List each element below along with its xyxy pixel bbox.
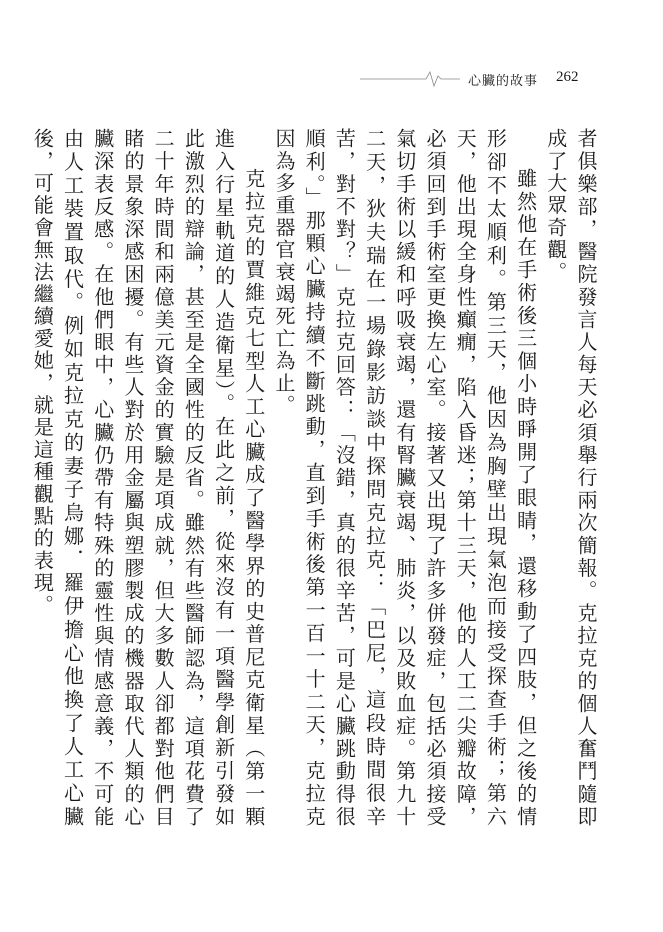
header-title: 心臟的故事 bbox=[468, 74, 539, 89]
paragraph-1: 者俱樂部，醫院發言人每天必須舉行兩次簡報。克拉克的個人奮鬥隨即成了大眾奇觀。 bbox=[543, 128, 598, 828]
vertical-text-body bbox=[30, 128, 601, 828]
heartbeat-line-icon bbox=[360, 68, 460, 88]
running-header bbox=[360, 68, 610, 88]
page-number: 262 bbox=[556, 69, 579, 85]
paragraph-3: 克拉克的賈維克七型人工心臟成了醫學界的史普尼克衛星（第一顆進入行星軌道的人造衛星）。在此之前，從來沒有一項醫學創新引發如此激烈的辯論，甚至是全國性的反省。雖然有些醫師認為，這項花費了二十年時間和兩億美元資金的實驗是項成就，但大多數人卻都對他們目睹的景象深感困擾。有些人對於用金屬與塑膠製成的機器取代人類的心臟深表反感。在他們眼中，心臟仍帶有特殊的靈性與情感意義，不可能由人工裝置取代。例如克拉克的妻子烏娜．羅伊擔心他換了人工心臟後，可能會無法繼續愛她，就是這種觀點的表現。 bbox=[30, 128, 266, 828]
paragraph-2: 雖然他在手術後三個小時睜開了眼睛，還移動了四肢，但之後的情形卻不太順利。第三天，他因為胸壁出現氣泡而接受探查手術；第六天，他出現全身性癲癇，陷入昏迷；第十三天，他的人工二尖瓣故障，必須回到手術室更換左心室。接著又出現了許多併發症，包括必須接受氣切手術以緩和呼吸衰竭，還有腎臟衰竭、肺炎，以及敗血症。第九十二天，狄夫瑞在一場錄影訪談中探問克拉克：「巴尼，這段時間很辛苦，對不對？」克拉克回答：「沒錯，真的很辛苦，可是心臟跳動得很順利。」那顆心臟持續不斷跳動，直到手術後第一百一十二天，克拉克因為多重器官衰竭死亡為止。 bbox=[271, 128, 538, 828]
